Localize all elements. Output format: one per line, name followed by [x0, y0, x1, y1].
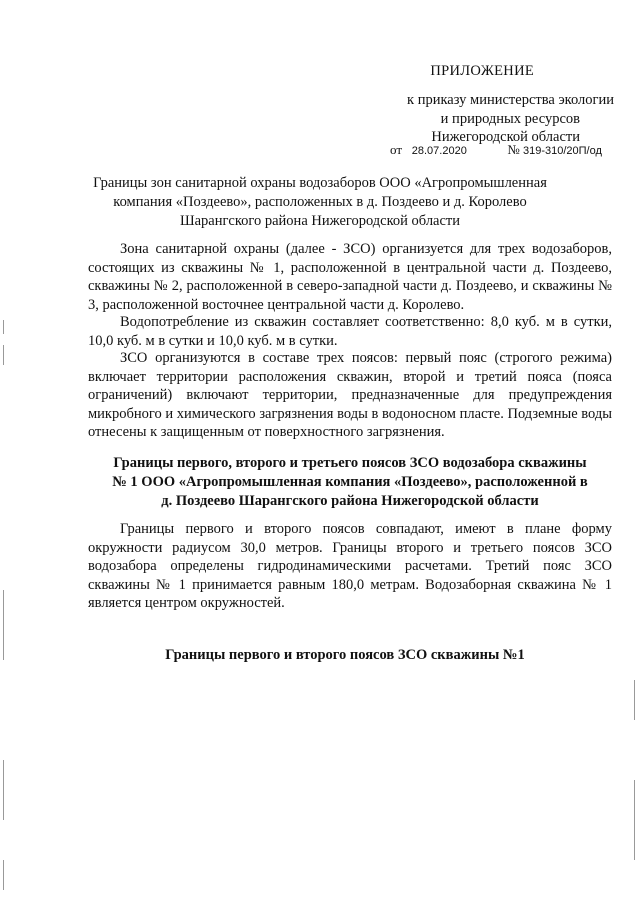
- paragraph-water-consumption: Водопотребление из скважин составляет соответственно: 8,0 куб. м в сутки, 10,0 куб. м в сутки и 10,0 куб. м в сутки.: [88, 314, 612, 349]
- section-heading-line: д. Поздеево Шарангского района Нижегородской области: [161, 493, 539, 509]
- appendix-line-order: к приказу министерства экологии: [407, 92, 614, 108]
- document-title: [70, 174, 570, 231]
- section-heading-well-1: [70, 454, 630, 511]
- document-title-line: компания «Поздеево», расположенных в д. Поздеево и д. Королево: [113, 194, 527, 210]
- number-label: №: [507, 142, 520, 157]
- paragraph-zone-boundaries: Границы первого и второго поясов совпадают, имеют в плане форму окружности радиусом 30,0 метров. Границы второго и третьего поясов ЗСО водозабора определены гидродинамическими расчетами. Третий пояс ЗСО скважины № 1 принимается равным 180,0 метрам. Водозаборная скважина № 1 является центром окружностей.: [88, 521, 612, 612]
- appendix-date-number: [390, 141, 602, 160]
- order-number: 319-310/20П/од: [522, 145, 602, 157]
- document-title-line: Шарангского района Нижегородской области: [179, 213, 461, 229]
- scan-edge-mark: [3, 860, 4, 890]
- scan-edge-mark: [3, 760, 4, 820]
- from-label: от: [390, 142, 403, 157]
- scan-edge-mark: [3, 345, 4, 365]
- scan-edge-mark: [634, 680, 635, 720]
- appendix-title: ПРИЛОЖЕНИЕ: [430, 63, 534, 79]
- paragraph-zones-composition: ЗСО организуются в составе трех поясов: первый пояс (строгого режима) включает территории расположения скважин, второй и третий пояса (пояса ограничений) включают территории, предназначенные для предупреждения микробного и химического загрязнения воды в водоносном пласте. Подземные воды отнесены к защищенным от поверхностного загрязнения.: [88, 350, 612, 441]
- section-heading-line: Границы первого, второго и третьего поясов ЗСО водозабора скважины: [113, 455, 587, 471]
- appendix-line-region: Нижегородской области: [431, 129, 580, 145]
- section-heading-line: № 1 ООО «Агропромышленная компания «Поздеево», расположенной в: [112, 474, 588, 490]
- scan-edge-mark: [3, 320, 4, 334]
- scan-edge-mark: [634, 780, 635, 860]
- paragraph-zso-intro: Зона санитарной охраны (далее - ЗСО) организуется для трех водозаборов, состоящих из скважины № 1, расположенной в центральной части д. Поздеево, скважины № 2, расположенной в северо-западной части д. Поздеево, и скважины № 3, расположенной восточнее центральной части д. Королево.: [88, 241, 612, 313]
- scan-edge-mark: [3, 590, 4, 660]
- appendix-line-resources: и природных ресурсов: [440, 111, 580, 127]
- order-date: 28.07.2020: [411, 145, 467, 157]
- section-heading-first-second-zones: Границы первого и второго поясов ЗСО скважины №1: [165, 647, 525, 663]
- document-title-line: Границы зон санитарной охраны водозаборов ООО «Агропромышленная: [93, 175, 547, 191]
